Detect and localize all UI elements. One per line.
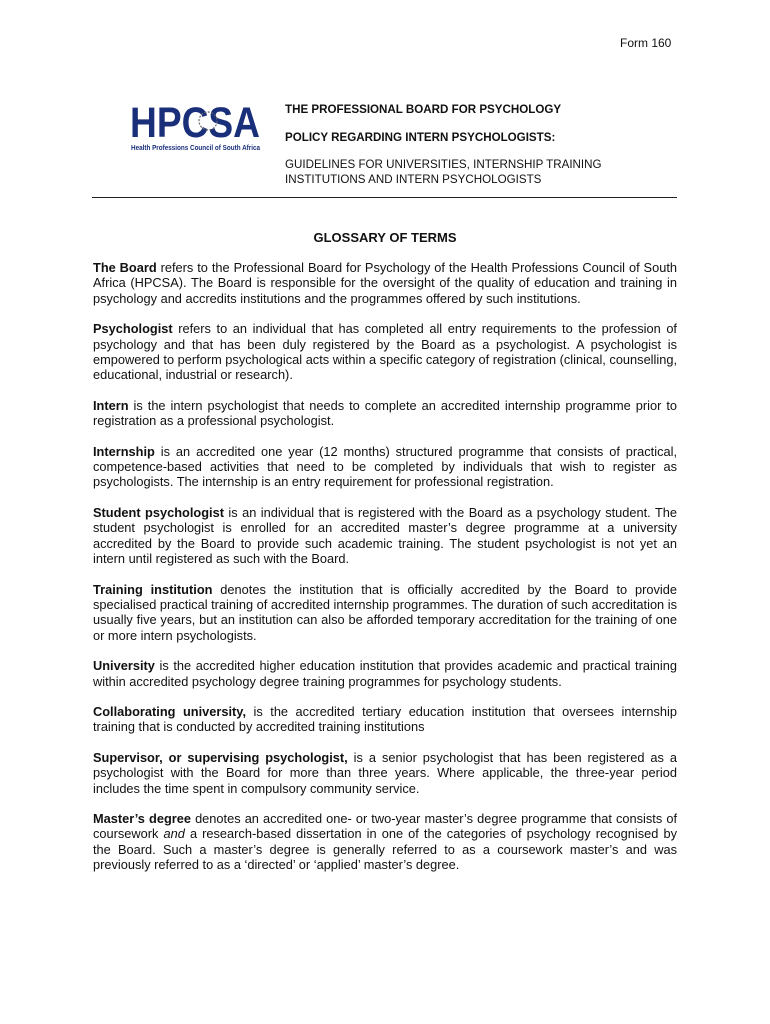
glossary-term: The Board — [93, 260, 157, 275]
logo-wordmark: HPCSA — [130, 99, 260, 147]
glossary-definition: denotes an accredited one- or two-year master’s degree programme that consists of coursework — [93, 810, 677, 842]
header-guidelines-1: GUIDELINES FOR UNIVERSITIES, INTERNSHIP TRAINING — [285, 158, 602, 171]
glossary-title: GLOSSARY OF TERMS — [313, 230, 457, 245]
glossary-entry — [93, 582, 677, 644]
glossary-definition: is the accredited tertiary education institution that oversees internship training that is conducted by accredited training institutions — [93, 703, 677, 735]
glossary-entry — [93, 658, 677, 689]
header-guidelines-2: INSTITUTIONS AND INTERN PSYCHOLOGISTS — [285, 173, 542, 186]
glossary-term: University — [93, 658, 155, 674]
glossary-entry — [93, 505, 677, 567]
glossary-term: Supervisor, or supervising psychologist, — [93, 749, 348, 765]
glossary-definition: refers to the Professional Board for Psychology of the Health Professions Council of South Africa (HPCSA). The Board is responsible for the oversight of the quality of education and training in psychology and accredits institutions and the programmes offered by such institutions. — [93, 260, 678, 306]
glossary-entry — [93, 750, 677, 796]
glossary-definition: a research-based dissertation in one of the categories of psychology recognised by the Board. Such a master’s degree is generally referred to as a coursework master’s and was previously referred to as a ‘directed’ or ‘applied’ master’s degree. — [93, 826, 677, 873]
glossary-term: Training institution — [93, 581, 213, 597]
glossary-term: Psychologist — [93, 321, 173, 337]
glossary-definition: is the intern psychologist that needs to complete an accredited internship programme prior to registration as a professional psychologist. — [93, 397, 677, 429]
glossary-entry — [93, 704, 677, 735]
glossary-entries — [93, 260, 677, 888]
glossary-term: Student psychologist — [93, 504, 224, 520]
hpcsa-logo — [130, 99, 262, 155]
glossary-definition: is an accredited one year (12 months) structured programme that consists of practical, competence-based activities that need to be completed by individuals that wish to register as psychologists. The internship is an entry requirement for professional registration. — [93, 443, 677, 490]
header-divider — [92, 197, 677, 198]
glossary-term: Collaborating university, — [93, 703, 247, 719]
glossary-term: Intern — [93, 397, 129, 413]
document-header — [285, 102, 685, 187]
glossary-definition: refers to an individual that has completed all entry requirements to the profession of psychology and that has been duly registered by the Board as a psychologist. A psychologist is empowered to perform psychological acts within a specific category of registration (clinical, counselling, educational, industrial or research). — [93, 321, 677, 383]
glossary-entry — [93, 398, 677, 429]
glossary-definition: is the accredited higher education institution that provides academic and practical training within accredited psychology degree training programmes for psychology students. — [93, 658, 677, 689]
glossary-term: Internship — [93, 443, 155, 459]
glossary-emphasis: and — [163, 826, 185, 842]
header-policy: POLICY REGARDING INTERN PSYCHOLOGISTS: — [285, 131, 556, 144]
header-board: THE PROFESSIONAL BOARD FOR PSYCHOLOGY — [285, 103, 562, 116]
glossary-entry — [93, 321, 677, 383]
hpcsa-logo-graphic — [130, 99, 262, 155]
glossary-definition: denotes the institution that is officially accredited by the Board to provide specialised practical training of accredited internship programmes. The duration of such accreditation is usually five years, but an institution can also be afforded temporary accreditation for the training of one or more intern psychologists. — [93, 581, 677, 643]
glossary-entry — [93, 444, 677, 490]
glossary-definition: is a senior psychologist that has been registered as a psychologist with the Board for more than three years. Where applicable, the three-year period includes the time spent in compulsory community service. — [93, 749, 677, 796]
glossary-term: Master’s degree — [93, 810, 191, 826]
glossary-definition: is an individual that is registered with the Board as a psychology student. The student psychologist is enrolled for an accredited master’s degree programme at a university accredited by the Board to provide such academic training. The student psychologist is not yet an intern until registered as such with the Board. — [93, 504, 677, 567]
form-number: Form 160 — [620, 36, 672, 50]
logo-subtitle: Health Professions Council of South Africa — [131, 143, 261, 152]
glossary-entry-masters — [93, 811, 677, 873]
glossary-entry — [93, 260, 677, 306]
